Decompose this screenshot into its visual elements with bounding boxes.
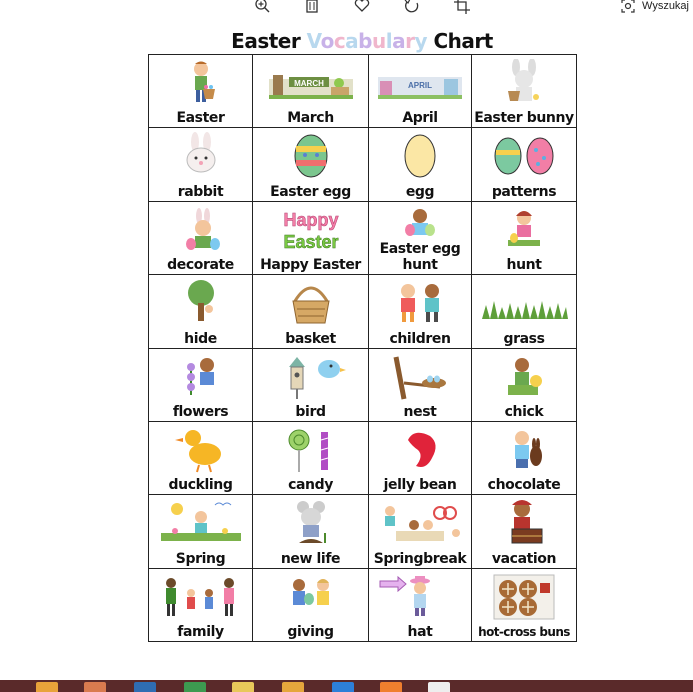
vocab-cell xyxy=(149,349,253,422)
vocab-word: grass xyxy=(503,330,545,347)
search-label: Wyszukaj xyxy=(642,0,689,12)
vocab-cell xyxy=(369,495,472,568)
kid-with-chocolate-icon xyxy=(472,425,576,475)
march-banner-icon xyxy=(253,58,368,108)
plain-egg-icon xyxy=(369,131,471,181)
hunting-girl-icon xyxy=(472,205,576,255)
kid-with-flowers-icon xyxy=(149,352,252,402)
tree-icon xyxy=(149,278,252,328)
jelly-bean-icon xyxy=(369,425,471,475)
vocab-word: duckling xyxy=(168,477,233,494)
vocab-cell xyxy=(369,569,472,642)
vocab-word: March xyxy=(287,110,334,127)
hot-cross-buns-icon xyxy=(472,572,576,622)
vocab-cell xyxy=(369,55,472,128)
vocab-cell xyxy=(253,422,369,495)
vocab-cell xyxy=(149,55,253,128)
heart-icon[interactable] xyxy=(353,0,371,15)
zoom-in-icon[interactable] xyxy=(253,0,271,15)
chart-title xyxy=(148,26,576,54)
vocab-word: family xyxy=(177,624,224,640)
vocab-cell xyxy=(149,495,253,568)
visual-search-icon xyxy=(620,0,636,14)
vocab-word: flowers xyxy=(172,403,229,420)
children-icon xyxy=(369,278,471,328)
vocab-word: nest xyxy=(403,403,437,420)
vocab-word: jelly bean xyxy=(383,477,457,494)
title-vocabulary: Vocabulary xyxy=(306,29,428,53)
vocabulary-chart xyxy=(148,26,576,642)
spring-scene-icon xyxy=(149,498,252,548)
vocab-word: Easter xyxy=(176,110,225,127)
nest-icon xyxy=(369,352,471,402)
vocab-cell xyxy=(253,128,369,201)
vocab-cell xyxy=(149,569,253,642)
vocab-word: new life xyxy=(280,550,341,567)
viewer-toolbar xyxy=(0,0,693,16)
svg-text:Easter: Easter xyxy=(282,231,339,252)
spreadsheet-icon[interactable] xyxy=(134,682,156,692)
vocab-cell xyxy=(472,422,577,495)
kid-with-suitcase-icon xyxy=(472,498,576,548)
vocab-word: giving xyxy=(287,624,334,640)
vocab-word: hot-cross buns xyxy=(478,625,570,639)
vocab-cell xyxy=(472,569,577,642)
vocab-word: Happy Easter xyxy=(260,257,361,274)
notes-icon[interactable] xyxy=(184,682,206,692)
vocab-cell xyxy=(149,422,253,495)
candy-icon xyxy=(253,425,368,475)
vocab-cell xyxy=(369,422,472,495)
girl-with-hat-icon xyxy=(369,572,471,622)
taskbar xyxy=(0,680,693,692)
vocab-cell xyxy=(472,55,577,128)
vocab-cell xyxy=(253,495,369,568)
terminal-icon[interactable] xyxy=(380,682,402,692)
decorated-egg-icon xyxy=(253,131,368,181)
vocab-word: rabbit xyxy=(177,183,224,200)
vocab-word: Easter bunny xyxy=(474,110,574,127)
file-explorer-icon[interactable] xyxy=(36,682,58,692)
family-icon xyxy=(149,572,252,622)
vocab-word: Springbreak xyxy=(373,550,467,567)
vocab-word: basket xyxy=(285,330,336,347)
kid-with-chick-icon xyxy=(472,352,576,402)
edge-icon[interactable] xyxy=(282,682,304,692)
vocab-word: patterns xyxy=(491,183,557,200)
vocab-cell xyxy=(472,128,577,201)
vocab-cell xyxy=(149,128,253,201)
vocab-cell xyxy=(369,202,472,275)
title-end: Chart xyxy=(427,29,493,53)
patterned-eggs-icon xyxy=(472,131,576,181)
rotate-icon[interactable] xyxy=(403,0,421,15)
vocab-word: hat xyxy=(407,624,433,640)
kids-giving-icon xyxy=(253,572,368,622)
duckling-icon xyxy=(149,425,252,475)
april-banner-icon xyxy=(369,58,471,108)
vocabulary-grid xyxy=(148,54,577,642)
vocab-cell xyxy=(253,349,369,422)
svg-text:MARCH: MARCH xyxy=(293,79,324,88)
vocab-word: candy xyxy=(288,477,333,494)
vocab-cell xyxy=(253,55,369,128)
vocab-cell xyxy=(472,275,577,348)
rabbit-icon xyxy=(149,131,252,181)
vocab-cell xyxy=(149,202,253,275)
visual-search-button[interactable] xyxy=(620,0,689,15)
boy-with-basket-icon xyxy=(149,58,252,108)
title-start: Easter xyxy=(231,29,307,53)
folder-icon[interactable] xyxy=(232,682,254,692)
vocab-word: children xyxy=(389,330,451,347)
vocab-cell xyxy=(253,202,369,275)
vocab-cell xyxy=(369,349,472,422)
vocab-word: egg xyxy=(405,183,435,200)
mouse-planting-icon xyxy=(253,498,368,548)
svg-text:APRIL: APRIL xyxy=(408,81,432,90)
vocab-cell xyxy=(253,275,369,348)
family-picnic-icon xyxy=(369,498,471,548)
vocab-word: chocolate xyxy=(487,477,561,494)
vocab-word: chick xyxy=(504,403,544,420)
vocab-cell xyxy=(472,349,577,422)
svg-text:Happy: Happy xyxy=(282,209,339,230)
basket-icon xyxy=(253,278,368,328)
trash-icon[interactable] xyxy=(303,0,321,15)
vocab-word: hunt xyxy=(506,257,542,274)
decorating-kid-icon xyxy=(149,205,252,255)
fire-icon[interactable] xyxy=(332,682,354,692)
vocab-word: vacation xyxy=(491,550,557,567)
vocab-cell xyxy=(369,128,472,201)
crop-icon[interactable] xyxy=(453,0,471,15)
refresh-icon[interactable] xyxy=(428,682,450,692)
vocab-word: Spring xyxy=(175,550,226,567)
birdhouse-icon xyxy=(253,352,368,402)
vocab-cell xyxy=(149,275,253,348)
vocab-word: Easter egg hunt xyxy=(379,241,461,274)
vocab-word: decorate xyxy=(167,257,234,274)
mail-icon[interactable] xyxy=(84,682,106,692)
grass-icon xyxy=(472,278,576,328)
vocab-cell xyxy=(472,495,577,568)
vocab-word: Easter egg xyxy=(270,183,351,200)
vocab-cell xyxy=(472,202,577,275)
vocab-word: April xyxy=(402,110,438,127)
vocab-cell xyxy=(369,275,472,348)
vocab-word: hide xyxy=(184,330,217,347)
easter-bunny-icon xyxy=(472,58,576,108)
vocab-word: bird xyxy=(295,403,326,420)
vocab-cell xyxy=(253,569,369,642)
happy-easter-text-icon xyxy=(253,205,368,255)
